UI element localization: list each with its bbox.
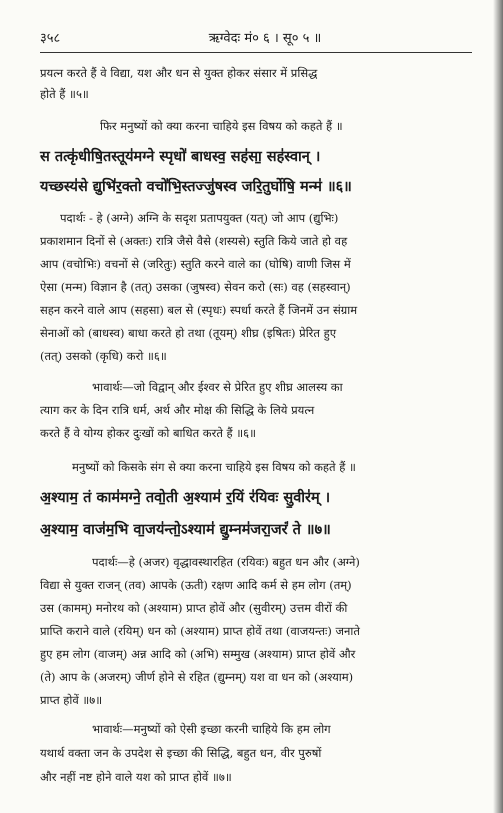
page-edge-shadow bbox=[493, 0, 503, 813]
page-number: ३५८ bbox=[40, 31, 61, 46]
bhavarth-line: त्याग कर के दिन रात्रि धर्म, अर्थ और मोक्ष की सिद्धि के लिये प्रयत्न bbox=[40, 403, 315, 417]
prev-bhavarth-line: होते हैं ॥५॥ bbox=[40, 87, 89, 101]
bhavarth-line: यथार्थ वक्ता जन के उपदेश से इच्छा की सिद्धि, बहुत धन, वीर पुरुषों bbox=[40, 746, 322, 760]
mantra-line: स तत्कृ॑धीषि॒तस्तूय॑मग्ने स्पृधो॑ बाधस्व॒ सह॑सा॒ सह॑स्वान् । bbox=[40, 148, 321, 165]
padarth-line: प्रकाशमान दिनों से (अक्तः) रात्रि जैसे वैसे (शस्यसे) स्तुति किये जाते हो वह bbox=[40, 234, 348, 248]
page-header bbox=[40, 28, 470, 48]
padarth-line: हुए हम लोग (वाजम्) अन्न आदि को (अभि) सम्मुख (अश्याम) प्राप्त होवें और bbox=[40, 647, 356, 661]
bhavarth-line: करते हैं वे योग्य होकर दुःखों को बाधित करते हैं ॥६॥ bbox=[40, 426, 257, 440]
padarth-line: प्राप्ति कराने वाले (रयिम्) धन को (अश्याम) प्राप्त होवें तथा (वाजयन्तः) जनाते bbox=[40, 624, 360, 638]
padarth-line: (तत्) उसको (कृधि) करो ॥६॥ bbox=[40, 349, 167, 363]
padarth-line: सहन करने वाले आप (सहसा) बल से (स्पृधः) स्पर्धा करते हैं जिनमें उन संग्राम bbox=[40, 303, 358, 317]
padarth-line: ऐसा (मन्म) विज्ञान है (तत्) उसका (जुषस्व) सेवन करो (सः) वह (सहस्वान्) bbox=[40, 280, 351, 294]
padarth-line: प्राप्त होवें ॥७॥ bbox=[40, 693, 103, 707]
padarth-line: उस (कामम्) मनोरथ को (अश्याम) प्राप्त होवें और (सुवीरम्) उत्तम वीरों की bbox=[40, 601, 348, 615]
padarth-line: पदार्थः - हे (अग्ने) अग्नि के सदृश प्रतापयुक्त (यत्) जो आप (द्युभिः) bbox=[60, 211, 339, 225]
section-intro: फिर मनुष्यों को क्या करना चाहिये इस विषय को कहते हैं ॥ bbox=[100, 119, 343, 133]
mantra-line: अ॒श्याम॒ वाज॑म॒भि वा॒जय॑न्तो॒ऽश्याम॑ द्यु॒म्नम॑जरा॒जरं॑ ते ॥७॥ bbox=[40, 521, 331, 538]
padarth-line: पदार्थः—हे (अजर) वृद्धावस्थारहित (रयिवः) बहुत धन और (अग्ने) bbox=[92, 555, 360, 569]
padarth-line: (ते) आप के (अजरम्) जीर्ण होने से रहित (द्युम्नम्) यश वा धन को (अश्याम) bbox=[40, 670, 354, 684]
bhavarth-line: और नहीं नष्ट होने वाले यश को प्राप्त होवें ॥७॥ bbox=[40, 770, 232, 784]
running-head: ऋग्वेदः मं० ६ । सू० ५ ॥ bbox=[208, 31, 322, 46]
section-intro: मनुष्यों को किसके संग से क्या करना चाहिये इस विषय को कहते हैं ॥ bbox=[72, 460, 356, 474]
header-rule bbox=[40, 52, 472, 53]
mantra-line: यच्छस्य॑से द्युभि॑र॒क्तो वचो॑भि॒स्तज्जु॑षस्व जरि॒तुर्घोषि॒ मन्म॑ ॥६॥ bbox=[40, 178, 352, 195]
mantra-line: अ॒श्याम॒ तं काम॑मग्ने॒ तवो॒ती अ॒श्याम॑ र॒यिं र॑यिवः सु॒वीर॑म् । bbox=[40, 489, 331, 506]
bhavarth-line: भावार्थः—जो विद्वान् और ईश्वर से प्रेरित हुए शीघ्र आलस्य का bbox=[92, 380, 343, 394]
bhavarth-line: भावार्थः—मनुष्यों को ऐसी इच्छा करनी चाहिये कि हम लोग bbox=[92, 722, 331, 736]
prev-bhavarth-line: प्रयत्न करते हैं वे विद्या, यश और धन से युक्त होकर संसार में प्रसिद्ध bbox=[40, 66, 318, 80]
padarth-line: सेनाओं को (बाधस्व) बाधा करते हो तथा (तूयम्) शीघ्र (इषितः) प्रेरित हुए bbox=[40, 326, 337, 340]
padarth-line: आप (वचोभिः) वचनों से (जरितुः) स्तुति करने वाले का (घोषि) वाणी जिस में bbox=[40, 257, 351, 271]
padarth-line: विद्या से युक्त राजन् (तव) आपके (ऊती) रक्षण आदि कर्म से हम लोग (तम्) bbox=[40, 578, 352, 592]
